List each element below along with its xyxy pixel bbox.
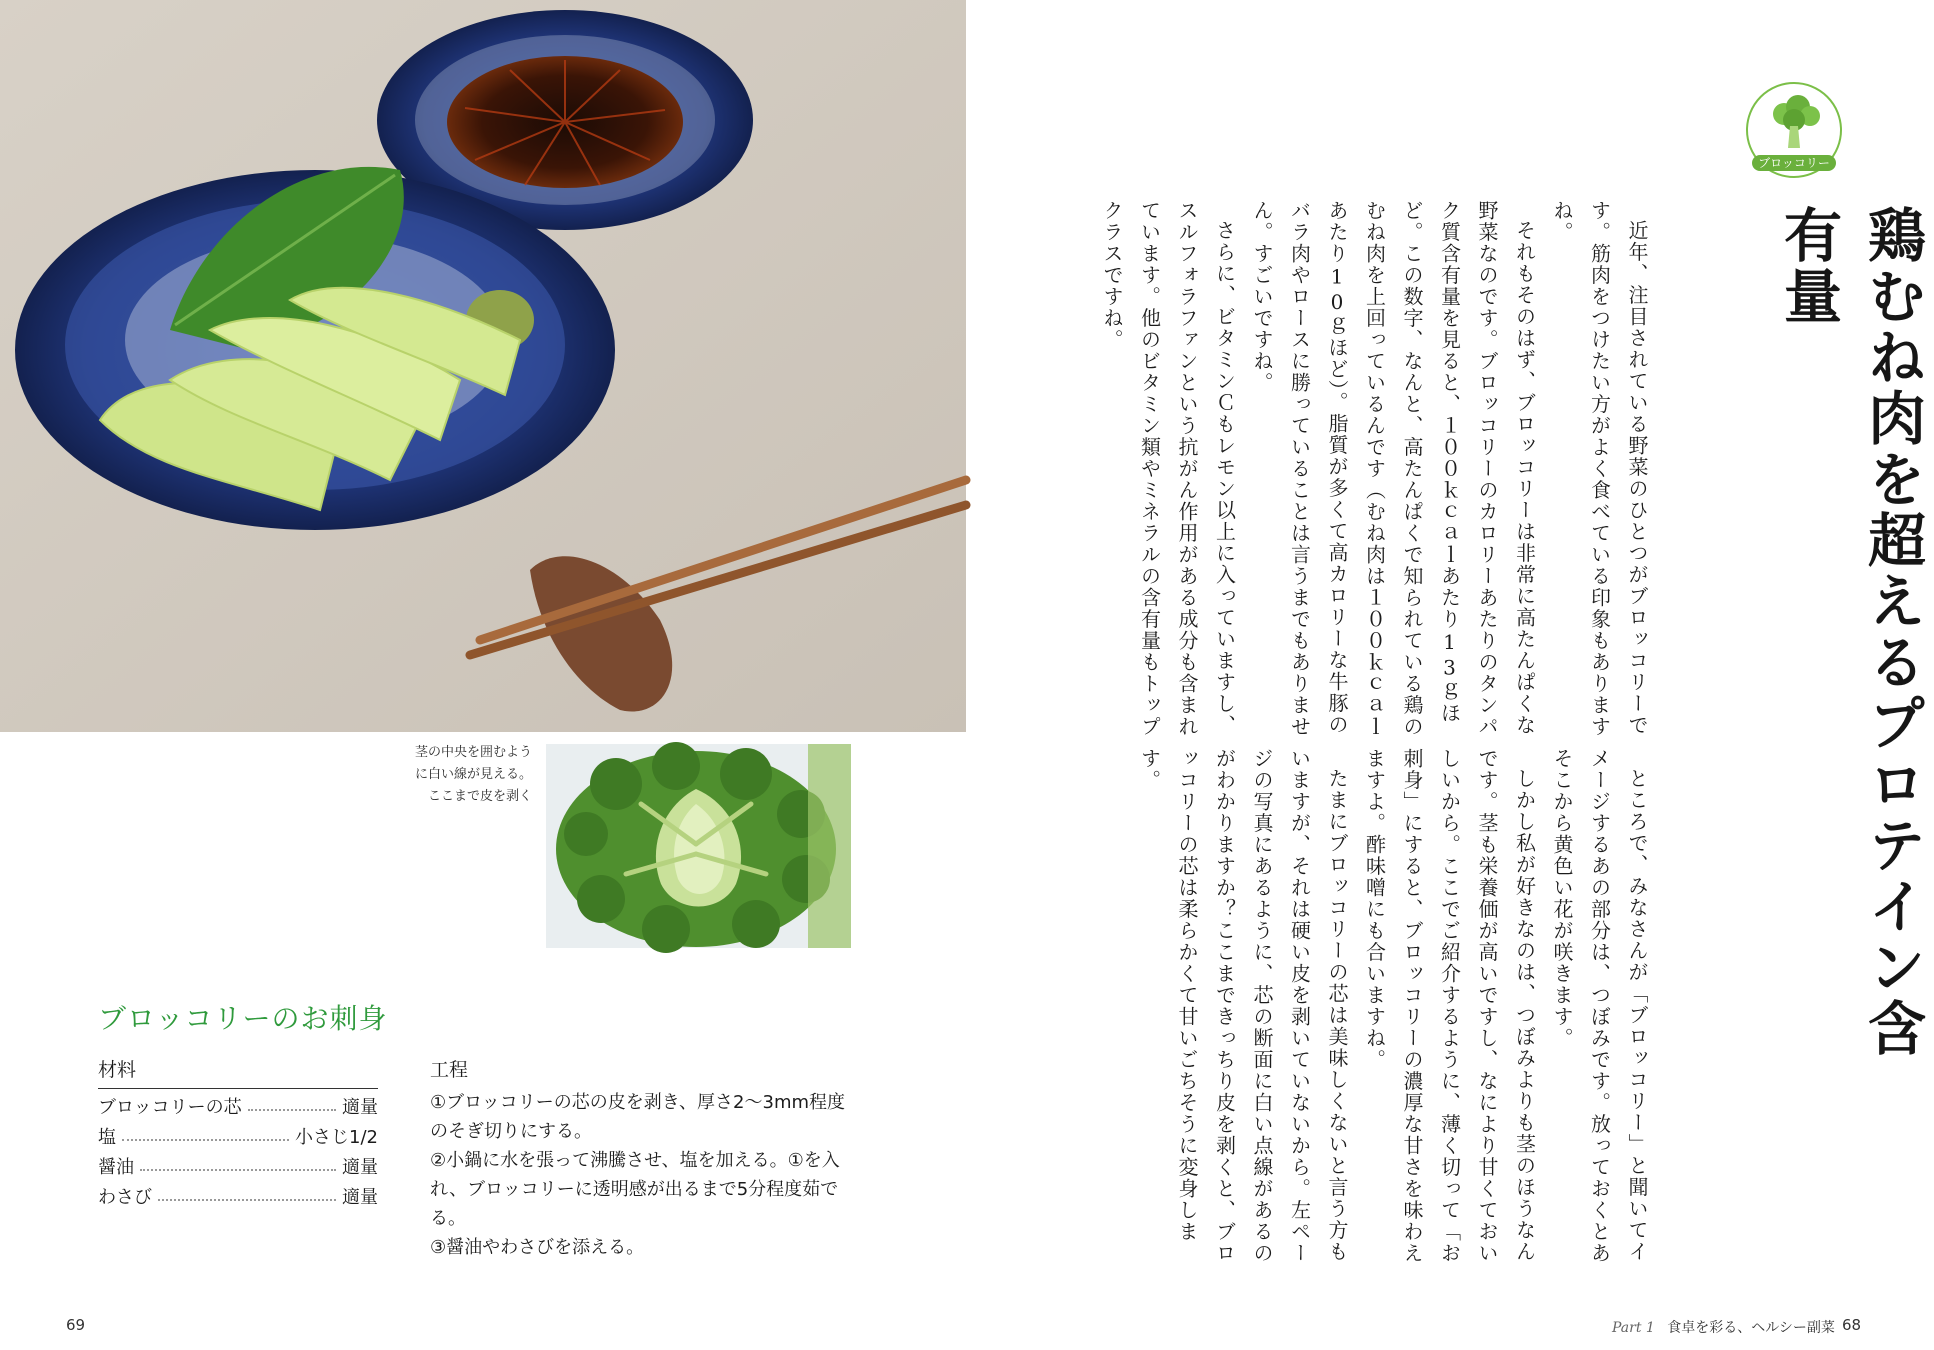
body-text-lower bbox=[1130, 748, 1655, 1268]
article-headline: 鶏むね肉を超えるプロテイン含有量 bbox=[1774, 205, 1926, 1059]
steps-list bbox=[430, 1055, 862, 1262]
ingredient-row bbox=[98, 1149, 378, 1179]
ingredient-quantity: 小さじ1/2 bbox=[295, 1127, 378, 1148]
ingredient-quantity: 適量 bbox=[342, 1187, 378, 1208]
ingredient-quantity: 適量 bbox=[342, 1157, 378, 1178]
ingredient-row bbox=[98, 1089, 378, 1119]
ingredient-row bbox=[98, 1179, 378, 1209]
leader-dots bbox=[122, 1139, 289, 1141]
caption-line: 茎の中央を囲むよう bbox=[414, 745, 532, 760]
caption-line: に白い線が見える。 bbox=[414, 767, 532, 782]
recipe-title: ブロッコリーのお刺身 bbox=[98, 1002, 388, 1035]
ingredient-name: わさび bbox=[98, 1187, 152, 1208]
paragraph: たまにブロッコリーの芯は美味しくないと言う方もいますが、それは硬い皮を剥いていないから。左ページの写真にあるように、芯の断面に白い点線があるのがわかりますか？ここまできっちり皮を剥くと、ブロッコリーの芯は柔らかくて甘いごちそうに変身します。 bbox=[1137, 748, 1349, 1264]
running-header-title: 食卓を彩る、ヘルシー副菜 bbox=[1667, 1320, 1835, 1336]
leader-dots bbox=[248, 1109, 336, 1111]
running-header-part: Part 1 bbox=[1612, 1320, 1655, 1336]
step-item: ②小鍋に水を張って沸騰させ、塩を加える。①を入れ、ブロッコリーに透明感が出るまで5分程度茹でる。 bbox=[430, 1150, 840, 1229]
leader-dots bbox=[140, 1169, 336, 1171]
step-item: ③醤油やわさびを添える。 bbox=[430, 1237, 645, 1258]
paragraph: 近年、注目されている野菜のひとつがブロッコリーです。筋肉をつけたい方がよく食べている印象もありますね。 bbox=[1550, 200, 1649, 738]
paragraph: さらに、ビタミンＣもレモン以上に入っていますし、スルフォラファンという抗がん作用がある成分も含まれています。他のビタミン類やミネラルの含有量もトップクラスですね。 bbox=[1100, 200, 1237, 738]
page-number-right: 68 bbox=[1842, 1316, 1862, 1334]
ingredients-list bbox=[98, 1055, 378, 1209]
ingredients-heading: 材料 bbox=[98, 1055, 378, 1089]
paragraph: ところで、みなさんが「ブロッコリー」と聞いてイメージするあの部分は、つぼみです。放っておくとあそこから黄色い花が咲きます。 bbox=[1550, 748, 1649, 1264]
category-badge bbox=[1746, 82, 1842, 178]
ingredient-name: 醤油 bbox=[98, 1157, 134, 1178]
leader-dots bbox=[158, 1199, 336, 1201]
step-item: ①ブロッコリーの芯の皮を剥き、厚さ2〜3mm程度のそぎ切りにする。 bbox=[430, 1092, 846, 1142]
broccoli-icon bbox=[1770, 94, 1822, 152]
ingredient-quantity: 適量 bbox=[342, 1097, 378, 1118]
badge-label: ブロッコリー bbox=[1752, 155, 1836, 171]
ingredient-name: ブロッコリーの芯 bbox=[98, 1097, 242, 1118]
paragraph: それもそのはず、ブロッコリーは非常に高たんぱくな野菜なのです。ブロッコリーのカロリーあたりのタンパク質含有量を見ると、１００ｋｃａｌあたり13ｇほど。この数字、なんと、高たんぱくで知られている鶏のむね肉を上回っているんです（むね肉は１００ｋｃａｌあたり10ｇほど）。脂質が多くて高カロリーな牛豚のバラ肉やロースに勝っていることは言うまでもありません。すごいですね。 bbox=[1250, 200, 1537, 738]
photo-caption bbox=[380, 742, 532, 808]
ingredient-row bbox=[98, 1119, 378, 1149]
broccoli-stem-photo bbox=[546, 744, 851, 948]
body-text-upper bbox=[1093, 200, 1656, 740]
broccoli-sashimi-photo bbox=[0, 0, 966, 732]
caption-line: ここまで皮を剥く bbox=[427, 789, 532, 804]
paragraph: しかし私が好きなのは、つぼみよりも茎のほうなんです。茎も栄養価が高いですし、なにより甘くておいしいから。ここでご紹介するように、薄く切って「お刺身」にすると、ブロッコリーの濃厚な甘さを味わえますよ。酢味噌にも合いますね。 bbox=[1362, 748, 1537, 1264]
running-header bbox=[1612, 1317, 1835, 1337]
ingredient-name: 塩 bbox=[98, 1127, 116, 1148]
page-number-left: 69 bbox=[66, 1316, 86, 1334]
steps-heading: 工程 bbox=[430, 1059, 469, 1081]
